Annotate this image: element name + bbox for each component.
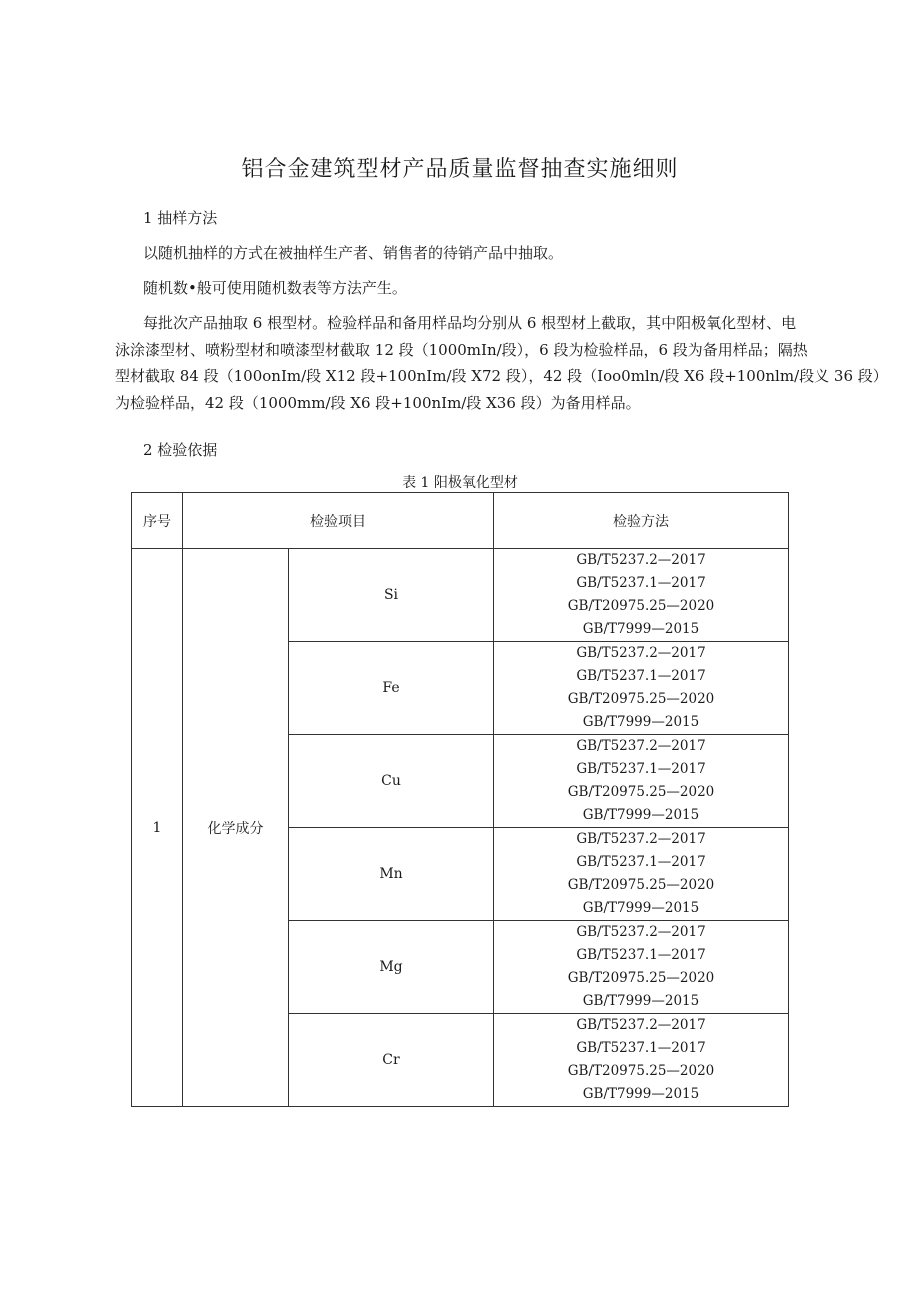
method-standard: GB/T7999—2015 (582, 807, 700, 823)
method-standard: GB/T5237.2—2017 (576, 552, 706, 568)
paragraph-line: 为检验样品，42 段（1000mm/段 X6 段+100nIm/段 X36 段）为备用样品。 (115, 393, 641, 412)
method-standard: GB/T20975.25—2020 (567, 691, 715, 707)
section-1-heading: 1 抽样方法 (143, 209, 218, 227)
method-standard: GB/T5237.1—2017 (576, 947, 706, 963)
cell-methods (494, 549, 789, 642)
method-standard: GB/T5237.2—2017 (576, 1017, 706, 1033)
header-method: 检验方法 (494, 493, 789, 549)
method-standard: GB/T5237.2—2017 (576, 924, 706, 940)
method-standard: GB/T20975.25—2020 (567, 598, 715, 614)
method-standard: GB/T5237.1—2017 (576, 575, 706, 591)
table-row (132, 549, 789, 642)
section-2-heading: 2 检验依据 (143, 441, 218, 459)
cell-element: Cr (289, 1014, 494, 1107)
method-standard: GB/T7999—2015 (582, 1086, 700, 1102)
cell-seq: 1 (132, 549, 183, 1107)
method-standard: GB/T5237.2—2017 (576, 831, 706, 847)
header-item: 检验项目 (183, 493, 494, 549)
header-seq: 序号 (132, 493, 183, 549)
paragraph-sampling-method: 以随机抽样的方式在被抽样生产者、销售者的待销产品中抽取。 (143, 244, 564, 262)
cell-element: Mn (289, 828, 494, 921)
method-standard: GB/T20975.25—2020 (567, 970, 715, 986)
cell-element: Si (289, 549, 494, 642)
cell-methods (494, 735, 789, 828)
method-standard: GB/T20975.25—2020 (567, 877, 715, 893)
cell-element: Fe (289, 642, 494, 735)
cell-methods (494, 921, 789, 1014)
method-standard: GB/T5237.1—2017 (576, 761, 706, 777)
method-standard: GB/T7999—2015 (582, 714, 700, 730)
paragraph-line: 每批次产品抽取 6 根型材。检验样品和备用样品均分别从 6 根型材上截取，其中阳极氧化型材、电 (143, 314, 797, 332)
inspection-table (131, 492, 789, 1107)
method-standard: GB/T5237.1—2017 (576, 1040, 706, 1056)
method-standard: GB/T5237.1—2017 (576, 668, 706, 684)
paragraph-sample-quantity (115, 310, 888, 416)
method-standard: GB/T5237.2—2017 (576, 645, 706, 661)
method-standard: GB/T7999—2015 (582, 621, 700, 637)
method-standard: GB/T5237.1—2017 (576, 854, 706, 870)
paragraph-random-number: 随机数•般可使用随机数表等方法产生。 (143, 279, 407, 297)
cell-element: Cu (289, 735, 494, 828)
method-standard: GB/T7999—2015 (582, 900, 700, 916)
table-caption: 表 1 阳极氧化型材 (402, 475, 518, 491)
paragraph-line: 型材截取 84 段（100onIm/段 X12 段+100nIm/段 X72 段），42 段（Ioo0mln/段 X6 段+100nlm/段义 36 段） (115, 367, 888, 385)
cell-methods (494, 828, 789, 921)
document-title: 铝合金建筑型材产品质量监督抽查实施细则 (241, 157, 679, 182)
cell-item-group: 化学成分 (183, 549, 289, 1107)
method-standard: GB/T20975.25—2020 (567, 784, 715, 800)
method-standard: GB/T5237.2—2017 (576, 738, 706, 754)
method-standard: GB/T20975.25—2020 (567, 1063, 715, 1079)
cell-methods (494, 642, 789, 735)
cell-methods (494, 1014, 789, 1107)
paragraph-line: 泳涂漆型材、喷粉型材和喷漆型材截取 12 段（1000mIn/段），6 段为检验样品，6 段为备用样品；隔热 (115, 340, 808, 359)
table-header-row (132, 493, 789, 549)
cell-element: Mg (289, 921, 494, 1014)
method-standard: GB/T7999—2015 (582, 993, 700, 1009)
